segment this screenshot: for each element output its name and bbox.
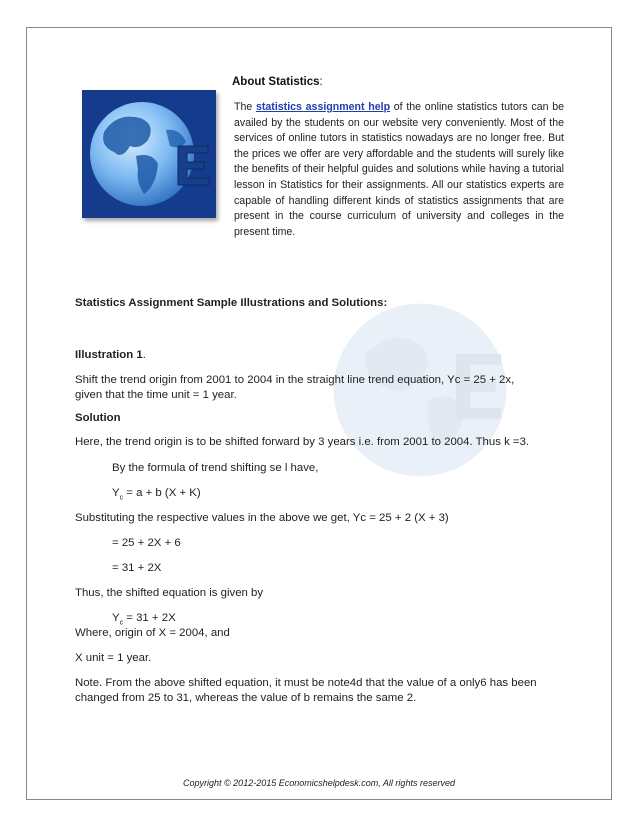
solution-line-4: Thus, the shifted equation is given by	[75, 587, 264, 599]
illustration-question-line-1: Shift the trend origin from 2001 to 2004 in the straight line trend equation, Yc = 25 + 2x,	[75, 374, 515, 386]
about-paragraph: The statistics assignment help of the online statistics tutors can be availed by the students on our website very conveniently. Most of the services of online tutors in statistics nowadays are no longer free. But the prices we offer are very affordable and the students will surely like the benefits of their helpful guides and solutions while having a tutorial lesson in Statistics for their assignments. All our statistics experts are capable of handling different kinds of statistics assignments that are present in the course curriculum of university and colleges in the present time.	[234, 101, 564, 238]
shifted-formula: $Y_c = 31 + 2X$	[112, 612, 176, 627]
globe-icon	[82, 90, 216, 218]
section-title: Statistics Assignment Sample Illustrations and Solutions:	[75, 297, 388, 309]
trend-formula: $Y_c = a + b$ (X + K)	[112, 487, 201, 502]
illustration-label: Illustration 1.	[75, 349, 146, 361]
solution-line-2: By the formula of trend shifting se l have,	[112, 462, 319, 474]
watermark-globe-icon	[330, 300, 510, 480]
statistics-assignment-help-link[interactable]: statistics assignment help	[256, 101, 391, 113]
solution-heading: Solution	[75, 412, 121, 424]
note-line-1: Note. From the above shifted equation, it must be note4d that the value of a only6 has been	[75, 677, 537, 689]
solution-line-3: Substituting the respective values in the above we get, Yc = 25 + 2 (X + 3)	[75, 512, 449, 524]
solution-step-1: = 25 + 2X + 6	[112, 537, 181, 549]
solution-line-1: Here, the trend origin is to be shifted forward by 3 years i.e. from 2001 to 2004. Thus k =3.	[75, 436, 530, 448]
copyright-footer: Copyright © 2012-2015 Economicshelpdesk.com, All rights reserved	[183, 778, 455, 788]
solution-step-2: = 31 + 2X	[112, 562, 162, 574]
solution-line-5: Where, origin of X = 2004, and	[75, 627, 230, 639]
about-heading: About Statistics:	[232, 76, 323, 88]
site-logo	[82, 90, 216, 218]
note-line-2: changed from 25 to 31, whereas the value of b remains the same 2.	[75, 692, 417, 704]
illustration-question-line-2: given that the time unit = 1 year.	[75, 389, 237, 401]
solution-line-6: X unit = 1 year.	[75, 652, 152, 664]
